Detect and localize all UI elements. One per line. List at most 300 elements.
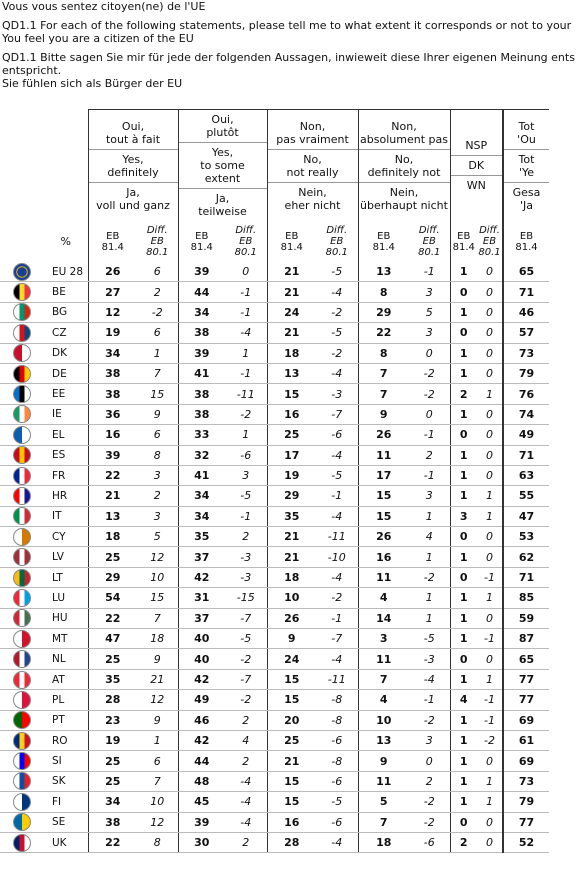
country-code: DE <box>44 363 88 383</box>
value-cell: 61 <box>503 730 549 750</box>
diff-cell: 3 <box>137 506 178 526</box>
column-label-en: No, not really <box>268 150 358 183</box>
value-cell: 10 <box>267 588 316 608</box>
value-cell: 34 <box>88 792 137 812</box>
column-label-de: Ja, teilweise <box>198 192 247 218</box>
table-row <box>0 384 549 404</box>
country-code: UK <box>44 832 88 852</box>
value-cell: 13 <box>358 730 409 750</box>
diff-cell: -7 <box>225 608 267 628</box>
value-cell: 1 <box>450 771 477 791</box>
column-header-1 <box>88 110 178 222</box>
diff-cell: 5 <box>409 302 450 322</box>
diff-cell: 0 <box>477 547 503 567</box>
flag-icon <box>13 446 31 464</box>
diff-cell: -4 <box>316 832 358 852</box>
diff-cell: 2 <box>225 832 267 852</box>
diff-cell: 2 <box>225 710 267 730</box>
value-cell: 39 <box>178 812 225 832</box>
diff-cell: -4 <box>316 282 358 302</box>
flag-icon <box>13 528 31 546</box>
diff-cell: -1 <box>225 363 267 383</box>
diff-cell: 0 <box>477 832 503 852</box>
value-cell: 21 <box>267 547 316 567</box>
diff-cell: 1 <box>409 506 450 526</box>
value-cell: 52 <box>503 832 549 852</box>
diff-cell: 0 <box>477 302 503 322</box>
table-row <box>0 547 549 567</box>
diff-cell: -4 <box>316 445 358 465</box>
flag-icon <box>13 487 31 505</box>
diff-cell: 1 <box>409 588 450 608</box>
table-row <box>0 425 549 445</box>
value-cell: 46 <box>503 302 549 322</box>
value-cell: 28 <box>88 690 137 710</box>
value-cell: 41 <box>178 465 225 485</box>
column-label-de: WN <box>466 179 486 192</box>
flag-icon <box>13 793 31 811</box>
column-label-en: Yes, to some extent <box>179 143 267 189</box>
flag-icon <box>13 283 31 301</box>
value-cell: 7 <box>358 384 409 404</box>
diff-cell: -11 <box>316 527 358 547</box>
diff-cell: -5 <box>225 629 267 649</box>
country-code: EL <box>44 425 88 445</box>
table-row <box>0 262 549 282</box>
value-cell: 1 <box>450 486 477 506</box>
flag-icon <box>13 691 31 709</box>
value-cell: 34 <box>178 302 225 322</box>
diff-cell: -2 <box>316 343 358 363</box>
value-cell: 36 <box>88 404 137 424</box>
value-cell: 22 <box>88 465 137 485</box>
value-cell: 18 <box>267 343 316 363</box>
value-cell: 39 <box>88 445 137 465</box>
diff-cell: -1 <box>409 465 450 485</box>
diff-cell: -15 <box>225 588 267 608</box>
diff-cell: -1 <box>477 690 503 710</box>
question-en: QD1.1 For each of the following statements, please tell me to what extent it corresponds or not to your You feel you are a citizen of the EU <box>2 19 572 45</box>
value-cell: 1 <box>450 669 477 689</box>
value-cell: 27 <box>88 282 137 302</box>
value-cell: 1 <box>450 629 477 649</box>
flag-icon <box>13 405 31 423</box>
flag-icon <box>13 263 31 281</box>
value-cell: 1 <box>450 547 477 567</box>
diff-cell: -1 <box>316 608 358 628</box>
diff-cell: -11 <box>225 384 267 404</box>
country-code: HU <box>44 608 88 628</box>
value-cell: 16 <box>358 547 409 567</box>
value-cell: 9 <box>358 404 409 424</box>
table-row <box>0 363 549 383</box>
column-label-en: No, definitely not <box>359 150 450 183</box>
diff-cell: -6 <box>316 425 358 445</box>
value-cell: 15 <box>358 486 409 506</box>
value-cell: 19 <box>88 730 137 750</box>
diff-cell: -4 <box>225 812 267 832</box>
diff-cell: -2 <box>409 812 450 832</box>
value-cell: 54 <box>88 588 137 608</box>
value-cell: 7 <box>358 669 409 689</box>
value-cell: 15 <box>267 792 316 812</box>
diff-cell: -2 <box>409 384 450 404</box>
country-code: ES <box>44 445 88 465</box>
flag-icon <box>13 752 31 770</box>
column-label-fr: Oui, plutôt <box>179 110 267 143</box>
diff-header: Diff. EB 80.1 <box>418 225 441 258</box>
value-cell: 1 <box>450 343 477 363</box>
flag-icon <box>13 569 31 587</box>
country-code: SE <box>44 812 88 832</box>
value-cell: 71 <box>503 567 549 587</box>
value-cell: 42 <box>178 567 225 587</box>
diff-cell: -6 <box>316 812 358 832</box>
flag-icon <box>13 772 31 790</box>
value-cell: 65 <box>503 649 549 669</box>
eb-header: EB 81.4 <box>358 221 409 262</box>
diff-cell: -8 <box>316 751 358 771</box>
diff-cell: -5 <box>316 262 358 282</box>
value-cell: 40 <box>178 649 225 669</box>
table-row <box>0 710 549 730</box>
flag-icon <box>13 671 31 689</box>
value-cell: 16 <box>267 404 316 424</box>
question-intro <box>2 0 576 96</box>
diff-cell: 9 <box>137 649 178 669</box>
value-cell: 1 <box>450 363 477 383</box>
diff-cell: -4 <box>225 792 267 812</box>
table-row <box>0 690 549 710</box>
diff-cell: 0 <box>477 527 503 547</box>
table-row <box>0 302 549 322</box>
diff-cell: 1 <box>477 384 503 404</box>
value-cell: 30 <box>178 832 225 852</box>
diff-cell: -3 <box>316 384 358 404</box>
value-cell: 26 <box>267 608 316 628</box>
value-cell: 1 <box>450 588 477 608</box>
diff-cell: 8 <box>137 832 178 852</box>
diff-cell: 2 <box>137 282 178 302</box>
value-cell: 18 <box>267 567 316 587</box>
diff-cell: -3 <box>409 649 450 669</box>
diff-cell: 2 <box>137 486 178 506</box>
table-row <box>0 567 549 587</box>
value-cell: 18 <box>88 527 137 547</box>
value-cell: 38 <box>178 384 225 404</box>
country-code: NL <box>44 649 88 669</box>
value-cell: 32 <box>178 445 225 465</box>
diff-cell: 15 <box>137 588 178 608</box>
table-row <box>0 832 549 852</box>
diff-cell: 3 <box>409 282 450 302</box>
flag-icon <box>13 385 31 403</box>
diff-cell: 12 <box>137 690 178 710</box>
value-cell: 77 <box>503 690 549 710</box>
diff-cell: 0 <box>409 404 450 424</box>
flag-icon <box>13 365 31 383</box>
value-cell: 77 <box>503 812 549 832</box>
value-cell: 25 <box>88 751 137 771</box>
diff-cell: 1 <box>225 425 267 445</box>
diff-cell: -2 <box>409 567 450 587</box>
value-cell: 20 <box>267 710 316 730</box>
diff-cell: -1 <box>409 262 450 282</box>
table-row <box>0 649 549 669</box>
value-cell: 44 <box>178 282 225 302</box>
flag-icon <box>13 630 31 648</box>
value-cell: 2 <box>450 384 477 404</box>
value-cell: 3 <box>358 629 409 649</box>
diff-cell: 7 <box>137 771 178 791</box>
value-cell: 1 <box>450 302 477 322</box>
value-cell: 35 <box>88 669 137 689</box>
value-cell: 21 <box>267 262 316 282</box>
column-label-de: Nein, eher nicht <box>284 185 341 212</box>
diff-cell: 10 <box>137 792 178 812</box>
column-label-fr: NSP <box>451 136 503 156</box>
country-code: BG <box>44 302 88 322</box>
value-cell: 19 <box>88 323 137 343</box>
value-cell: 41 <box>178 363 225 383</box>
value-cell: 46 <box>178 710 225 730</box>
diff-cell: -4 <box>316 506 358 526</box>
table-row <box>0 486 549 506</box>
flag-icon <box>13 589 31 607</box>
diff-cell: 4 <box>225 730 267 750</box>
diff-cell: 2 <box>225 751 267 771</box>
value-cell: 38 <box>178 404 225 424</box>
table-row <box>0 751 549 771</box>
table-row <box>0 506 549 526</box>
flag-icon <box>13 548 31 566</box>
flag-icon <box>13 813 31 831</box>
value-cell: 38 <box>178 323 225 343</box>
column-label-de: Gesa 'Ja <box>512 185 541 212</box>
value-cell: 35 <box>267 506 316 526</box>
diff-cell: 9 <box>137 710 178 730</box>
value-cell: 17 <box>267 445 316 465</box>
diff-cell: -3 <box>225 547 267 567</box>
diff-cell: 8 <box>137 445 178 465</box>
value-cell: 1 <box>450 262 477 282</box>
diff-cell: -2 <box>409 363 450 383</box>
eb-header: EB 81.4 <box>503 221 549 262</box>
table-row <box>0 343 549 363</box>
value-cell: 25 <box>267 425 316 445</box>
diff-cell: 7 <box>137 608 178 628</box>
value-cell: 26 <box>358 527 409 547</box>
diff-cell: -1 <box>316 486 358 506</box>
flag-icon <box>13 732 31 750</box>
diff-cell: 0 <box>409 343 450 363</box>
value-cell: 0 <box>450 282 477 302</box>
diff-cell: -2 <box>409 792 450 812</box>
value-cell: 34 <box>88 343 137 363</box>
diff-cell: 0 <box>477 404 503 424</box>
value-cell: 71 <box>503 445 549 465</box>
country-code: PL <box>44 690 88 710</box>
eb-header: EB 81.4 <box>88 221 137 262</box>
flag-icon <box>13 507 31 525</box>
country-code: SI <box>44 751 88 771</box>
country-code: IT <box>44 506 88 526</box>
value-cell: 39 <box>178 343 225 363</box>
table-row <box>0 404 549 424</box>
diff-cell: -4 <box>316 649 358 669</box>
diff-cell: -2 <box>316 588 358 608</box>
value-cell: 34 <box>178 506 225 526</box>
value-cell: 87 <box>503 629 549 649</box>
value-cell: 7 <box>358 812 409 832</box>
value-cell: 57 <box>503 323 549 343</box>
value-cell: 37 <box>178 608 225 628</box>
value-cell: 4 <box>358 588 409 608</box>
value-cell: 23 <box>88 710 137 730</box>
value-cell: 16 <box>267 812 316 832</box>
diff-cell: 18 <box>137 629 178 649</box>
country-code: CY <box>44 527 88 547</box>
table-row <box>0 527 549 547</box>
value-cell: 0 <box>450 567 477 587</box>
diff-cell: -2 <box>225 690 267 710</box>
value-cell: 21 <box>267 751 316 771</box>
value-cell: 25 <box>88 649 137 669</box>
value-cell: 49 <box>503 425 549 445</box>
diff-cell: -1 <box>225 506 267 526</box>
value-cell: 0 <box>450 527 477 547</box>
value-cell: 69 <box>503 710 549 730</box>
diff-cell: -5 <box>316 323 358 343</box>
diff-cell: 1 <box>409 547 450 567</box>
column-header-2 <box>178 110 267 222</box>
diff-cell: -2 <box>225 404 267 424</box>
question-fr: Vous vous sentez citoyen(ne) de l'UE <box>2 0 206 13</box>
diff-cell: -6 <box>225 445 267 465</box>
value-cell: 85 <box>503 588 549 608</box>
value-cell: 0 <box>450 425 477 445</box>
value-cell: 29 <box>267 486 316 506</box>
value-cell: 55 <box>503 486 549 506</box>
diff-cell: -4 <box>316 363 358 383</box>
diff-cell: 12 <box>137 547 178 567</box>
column-header-6 <box>503 110 549 222</box>
table-row <box>0 669 549 689</box>
value-cell: 79 <box>503 792 549 812</box>
table-row <box>0 792 549 812</box>
flag-icon <box>13 609 31 627</box>
value-cell: 77 <box>503 669 549 689</box>
country-code: EU 28 <box>44 262 88 282</box>
column-label-en: Yes, definitely <box>89 150 178 183</box>
value-cell: 17 <box>358 465 409 485</box>
diff-cell: 0 <box>477 262 503 282</box>
value-cell: 9 <box>358 751 409 771</box>
value-cell: 15 <box>267 384 316 404</box>
value-cell: 39 <box>178 262 225 282</box>
eb-header: EB 81.4 <box>267 221 316 262</box>
value-cell: 79 <box>503 363 549 383</box>
country-code: PT <box>44 710 88 730</box>
diff-cell: -7 <box>316 629 358 649</box>
diff-cell: -4 <box>225 771 267 791</box>
diff-cell: -2 <box>477 730 503 750</box>
diff-cell: 1 <box>137 730 178 750</box>
column-label-fr: Non, absolument pas <box>359 117 450 150</box>
value-cell: 35 <box>178 527 225 547</box>
diff-cell: -8 <box>316 710 358 730</box>
column-label-en: Tot 'Ye <box>504 150 549 183</box>
value-cell: 1 <box>450 751 477 771</box>
value-cell: 18 <box>358 832 409 852</box>
flag-icon <box>13 711 31 729</box>
diff-cell: 1 <box>477 588 503 608</box>
value-cell: 15 <box>267 669 316 689</box>
diff-cell: 3 <box>409 323 450 343</box>
country-code: LU <box>44 588 88 608</box>
value-cell: 11 <box>358 567 409 587</box>
results-table <box>0 109 549 853</box>
value-cell: 42 <box>178 669 225 689</box>
table-row <box>0 629 549 649</box>
value-cell: 38 <box>88 384 137 404</box>
value-cell: 25 <box>267 730 316 750</box>
diff-cell: -1 <box>225 302 267 322</box>
column-label-fr: Non, pas vraiment <box>268 117 358 150</box>
diff-cell: 0 <box>225 262 267 282</box>
value-cell: 2 <box>450 832 477 852</box>
value-cell: 25 <box>88 771 137 791</box>
diff-cell: 6 <box>137 323 178 343</box>
diff-cell: 6 <box>137 262 178 282</box>
column-header-3 <box>267 110 358 222</box>
value-cell: 21 <box>267 323 316 343</box>
value-cell: 11 <box>358 771 409 791</box>
value-cell: 5 <box>358 792 409 812</box>
diff-cell: 1 <box>137 343 178 363</box>
country-code: LT <box>44 567 88 587</box>
eb-header: EB 81.4 <box>450 221 477 262</box>
diff-cell: 12 <box>137 812 178 832</box>
value-cell: 22 <box>358 323 409 343</box>
diff-cell: 1 <box>477 771 503 791</box>
diff-cell: 1 <box>477 669 503 689</box>
country-code: IE <box>44 404 88 424</box>
question-de: QD1.1 Bitte sagen Sie mir für jede der folgenden Aussagen, inwieweit diese Ihrer eigenen Meinung ents entspricht. Sie fühlen sich als Bürger der EU <box>2 51 575 90</box>
value-cell: 59 <box>503 608 549 628</box>
diff-cell: 4 <box>409 527 450 547</box>
diff-cell: 6 <box>137 751 178 771</box>
table-row <box>0 588 549 608</box>
value-cell: 1 <box>450 465 477 485</box>
value-cell: 73 <box>503 343 549 363</box>
value-cell: 24 <box>267 649 316 669</box>
value-cell: 25 <box>88 547 137 567</box>
value-cell: 8 <box>358 343 409 363</box>
flag-icon <box>13 834 31 852</box>
value-cell: 26 <box>358 425 409 445</box>
diff-cell: -10 <box>316 547 358 567</box>
value-cell: 9 <box>267 629 316 649</box>
country-code: DK <box>44 343 88 363</box>
table-row <box>0 323 549 343</box>
diff-header: Diff. EB 80.1 <box>325 225 348 258</box>
value-cell: 33 <box>178 425 225 445</box>
diff-cell: -1 <box>409 690 450 710</box>
diff-cell: 0 <box>477 812 503 832</box>
country-code: EE <box>44 384 88 404</box>
country-code: SK <box>44 771 88 791</box>
